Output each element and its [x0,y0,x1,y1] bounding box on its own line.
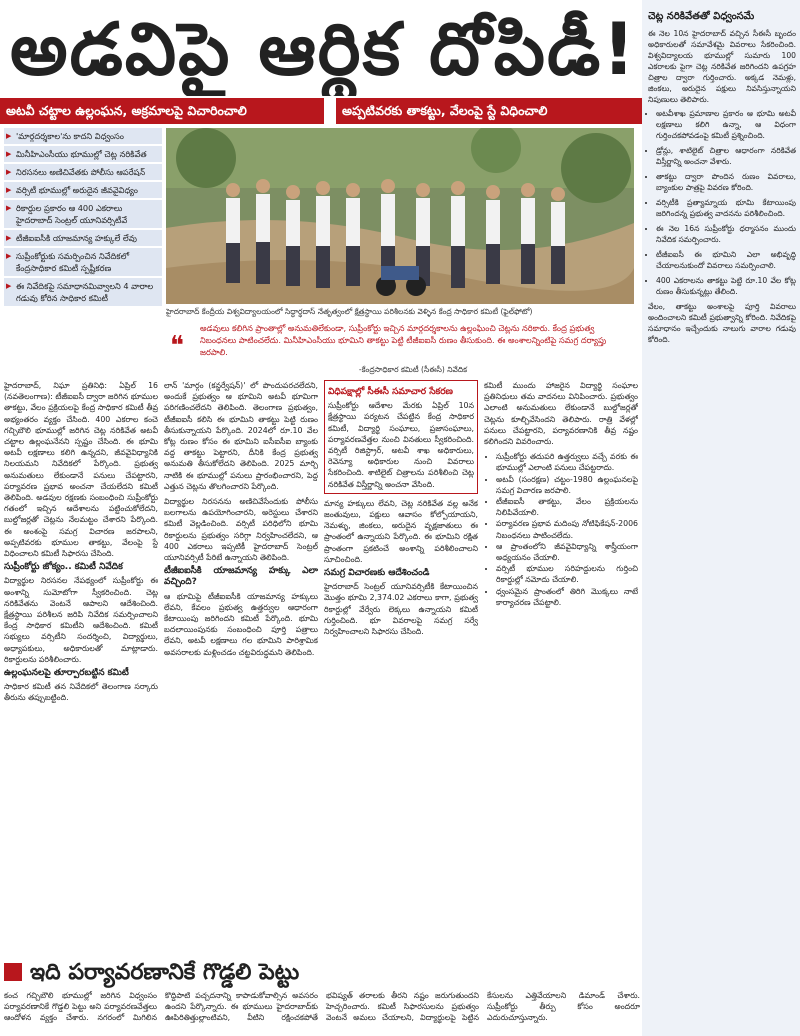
quote-text: అడవులు కలిగిన ప్రాంతాల్లో అనుమతిలేకుండా, సుప్రీంకోర్టు ఇచ్చిన మార్గదర్శకాలను ఉల్లంఘించి చెట్లను నరికారు. కేంద్ర ప్రభుత్వ నిబంధనలు పాటించలేదు. మినీహిఎంసీయు భూమిని తాకట్టు పెట్టి టీజీఐఐసీ రుణం తీసుకుంది. ఈ అంశాలన్నింటిపై సమగ్ర దర్యాప్తు జరపాలి. [200,323,607,357]
sidebar-item: • 400 ఎకరాలను తాకట్టు పెట్టి రూ.10 వేల కోట్ల రుణం తీసుకున్నట్లు తేలింది. [656,275,796,297]
bottom-headline [0,956,360,990]
bottom-headline-text: ఇది పర్యావరణానికే గొడ్డలి పెట్టు [30,960,300,985]
quote-mark-icon: ❝ [170,331,184,361]
paragraph: విద్యార్థుల నిరసనల నేపథ్యంలో సుప్రీంకోర్టు ఈ అంశాన్ని సుమోటోగా స్వీకరించింది. చెట్ల నరికివేతను వెంటనే ఆపాలని ఆదేశించింది. క్షేత్రస్థాయి పరిశీలన జరిపి నివేదిక సమర్పించాలని కేంద్ర సాధికార కమిటీని ఆదేశించింది. కమిటీ సభ్యులు వర్సిటీని సందర్శించి, విద్యార్థులు, అధ్యాపకులు, అధికారులతో మాట్లాడారు. రికార్డులను పరిశీలించారు. [4,576,158,664]
highlight-item: ▶ నిరసనలు అణిచివేతకు పోలీసు ఆపరేషన్ [4,164,162,182]
paragraph: మాన్య హక్కులు లేవని, చెట్ల నరికివేత వల్ల అనేక జంతువులు, పక్షులు ఆవాసం కోల్పోయాయని, నెమళ్ళు, జింకలు, అరుదైన వృక్షజాతులు ఈ ప్రాంతంలో ఉన్నాయని పేర్కొంది. ఈ భూమిని రక్షిత ప్రాంతంగా ప్రకటించే అంశాన్ని పరిశీలించాలని సూచించింది. [324,498,478,564]
highlight-item: ▶ ఈ నివేదికపై సమాధానమివ్వాలని 4 వారాల గడువు కోరిన సాధికార కమిటీ [4,278,162,308]
paragraph: హైదరాబాద్, నిఘా ప్రతినిధి: ఏప్రిల్ 16 (నవతెలంగాణ): టీజీఐఐసీ ద్వారా జరిగిన భూముల తాకట్టు, వేలం ప్రక్రియలపై కేంద్ర సాధికార కమిటీ తీవ్ర అభ్యంతరం వ్యక్తం చేసింది. 400 ఎకరాల కంచె గచ్చిబౌలి భూముల్లో జరిగిన చెట్ల నరికివేత అటవీ చట్టాల ఉల్లంఘనేనని స్పష్టం చేసింది. ఈ భూమి అటవీ లక్షణాలు కలిగి ఉన్నదని, జీవవైవిధ్యానికి నిలయమని నివేదికలో పేర్కొంది. ప్రభుత్వ అనుమతులు లేకుండానే పనులు చేపట్టారని, పర్యావరణ ప్రభావ అంచనా చేయలేదని కమిటీ తెలిపింది. అడవుల రక్షణకు సంబంధించి సుప్రీంకోర్టు గతంలో ఇచ్చిన ఆదేశాలను పట్టించుకోలేదని, బుల్డోజర్లతో చెట్లను నేలమట్టం చేశారని పేర్కొంది. ఈ అంశంపై సమగ్ర విచారణ జరపాలని, అప్పటివరకు భూముల తాకట్టు, వేలంపై స్టే విధించాలని కమిటీ సిఫారసు చేసింది. [4,381,158,559]
recommendation-item: • వర్సిటీ భూముల సరిహద్దులను గుర్తించి రికార్డుల్లో నమోదు చేయాలి. [496,563,638,585]
bottom-article: కంచ గచ్చిబౌలి భూముల్లో జరిగిన విధ్వంసం పర్యావరణానికే గొడ్డలి పెట్టు అని పర్యావరణవేత్తలు ఆందోళన వ్యక్తం చేశారు. నగరంలో మిగిలిన కొద్దిపాటి పచ్చదనాన్ని కాపాడుకోవాల్సిన అవసరం ఉందని పేర్కొన్నారు. ఈ భూములు హైదరాబాద్‌కు ఊపిరితిత్తుల్లాంటివని, వీటిని రక్షించకపోతే భవిష్యత్ తరాలకు తీరని నష్టం జరుగుతుందని హెచ్చరించారు. కమిటీ సిఫారసులను ప్రభుత్వం వెంటనే అమలు చేయాలని, విద్యార్థులపై పెట్టిన కేసులను ఎత్తివేయాలని డిమాండ్ చేశారు. సుప్రీంకోర్టు తీర్పు కోసం అందరూ ఎదురుచూస్తున్నారు. [4,991,640,1022]
subheadline-left: అటవీ చట్టాల ఉల్లంఘన, అక్రమాలపై విచారించాలి [0,98,324,124]
paragraph: హైదరాబాద్ సెంట్రల్ యూనివర్సిటీకి కేటాయించిన మొత్తం భూమి 2,374.02 ఎకరాలు కాగా, ప్రభుత్వ రికార్డుల్లో వేర్వేరు లెక్కలు ఉన్నాయని కమిటీ గుర్తించింది. భూ వివరాలపై సమగ్ర సర్వే నిర్వహించాలని సిఫారసు చేసింది. [324,582,478,637]
sidebar-item: • ఈ నెల 16న సుప్రీంకోర్టు ధర్మాసనం ముందు నివేదిక సమర్పించారు. [656,223,796,245]
sidebar-intro: ఈ నెల 10న హైదరాబాద్ వచ్చిన సీఈసీ బృందం అధికారులతో సమావేశమై వివరాలు సేకరించింది. విశ్వవిద్యాలయ భూముల్లో సుమారు 100 ఎకరాలకు పైగా చెట్ల నరికివేత జరిగిందని ఉపగ్రహ చిత్రాల ద్వారా గుర్తించారు. అక్కడ నెమళ్లు, జింకలు, అరుదైన పక్షులు నివసిస్తున్నాయని నిపుణులు తెలిపారు. [648,29,796,104]
section-heading: సమగ్ర విచారణకు ఆదేశించండి [324,568,430,579]
quote-source: -కేంద్రసాధికార కమిటీ (సీఈసీ) నివేదిక [358,365,468,374]
paragraph: విద్యార్థుల నిరసనను అణిచివేసేందుకు పోలీసు బలగాలను ఉపయోగించారని, అరెస్టులు చేశారని కమిటీ వెల్లడించింది. వర్సిటీ పరిధిలోని భూమి రికార్డులను ప్రభుత్వం సరిగ్గా నిర్వహించలేదని, ఆ 400 ఎకరాలు ఇప్పటికీ హైదరాబాద్ సెంట్రల్ యూనివర్సిటీ పేరిటే ఉన్నాయని తెలిపింది. [164,497,318,563]
highlight-item: ▶ టీజీఐఐసీకి యాజమాన్య హక్కులే లేవు [4,230,162,248]
sidebar-list [642,108,800,297]
highlight-item: ▶ మినీహిఎంసీయు భూముల్లో చెట్ల నరికివేత [4,146,162,164]
sidebar-title: చెట్ల నరికివేతతో విధ్వంసమే [648,11,755,22]
box-text: సుప్రీంకోర్టు ఆదేశాల మేరకు ఏప్రిల్ 10న క్షేత్రస్థాయి పర్యటన చేపట్టిన కేంద్ర సాధికార కమిటీ, విద్యార్థి సంఘాలు, ప్రజాసంఘాలు, పర్యావరణవేత్తల నుంచి వినతులు స్వీకరించింది. వర్సిటీ రిజిస్ట్రార్, అటవీ శాఖ అధికారులు, రెవెన్యూ అధికారుల నుంచి వివరాలు సేకరించింది. శాటిలైట్ చిత్రాలను పరిశీలించి చెట్ల నరికివేత విస్తీర్ణాన్ని అంచనా వేసింది. [328,401,474,489]
highlight-item: ▶ రికార్డుల ప్రకారం ఆ 400 ఎకరాలు హైదరాబాద్ సెంట్రల్ యూనివర్సిటీవే [4,200,162,230]
highlight-item: ▶ 'మార్గదర్శకాల'ను కాదని విధ్వంసం [4,128,162,146]
recommendation-item: • పర్యావరణ ప్రభావ మదింపు నోటిఫికేషన్-2006 నిబంధనలు పాటించలేదు. [496,518,638,540]
paragraph: లాన్ 'మార్గం (కన్జర్వేషన్)' లో పొందుపరచలేదని, అందుకే ప్రభుత్వం ఆ భూమిని అటవీ భూమిగా పరిగణించలేదని తెలిపింది. తెలంగాణ ప్రభుత్వం, టీజీఐఐసీ కలిసి ఈ భూమిని తాకట్టు పెట్టి రుణం తీసుకున్నాయని పేర్కొంది. 2024లో రూ.10 వేల కోట్ల రుణం కోసం ఈ భూమిని ఐసీఐసీఐ బ్యాంకు వద్ద తాకట్టు పెట్టారని, దీనికి కేంద్ర ప్రభుత్వ అనుమతి తీసుకోలేదని తెలిపింది. 2025 మార్చి నాటికి ఈ భూముల్లో పనులు ప్రారంభించారని, పెద్ద ఎత్తున చెట్లను తొలగించారని పేర్కొంది. [164,381,318,491]
recommendations-list [484,451,638,608]
recommendation-item: • అటవీ (సంరక్షణ) చట్టం-1980 ఉల్లంఘనలపై సమగ్ర విచారణ జరపాలి. [496,474,638,496]
article-column-3 [324,380,478,952]
info-box [324,380,478,494]
sidebar-item: • టీజీఐఐసీ ఈ భూమిని ఎలా అభివృద్ధి చేయాలనుకుందో వివరాలు సమర్పించాలి. [656,249,796,271]
highlight-item: ▶ సుప్రీంకోర్టుకు సమర్పించిన నివేదికలో కేంద్రసాధికార కమిటీ స్పష్టీకరణ [4,248,162,278]
article-column-1 [4,380,158,952]
section-heading: సుప్రీంకోర్టు జోక్యం.. కమిటీ నివేదిక [4,562,123,573]
recommendation-item: • సుప్రీంకోర్టు తదుపరి ఉత్తర్వులు వచ్చే వరకు ఈ భూముల్లో ఎలాంటి పనులు చేపట్టరాదు. [496,451,638,473]
section-heading: ఉల్లంఘనలపై తూర్పారబట్టిన కమిటీ [4,668,129,679]
sidebar-outro: వేలం, తాకట్టు అంశాలపై పూర్తి వివరాలు అందించాలని కమిటీ ప్రభుత్వాన్ని కోరింది. నివేదికపై సమాధానం ఇచ్చేందుకు నాలుగు వారాల గడువు కోరింది. [648,302,796,344]
photo-caption: హైదరాబాద్ కేంద్రీయ విశ్వవిద్యాలయంలో సిద్ధార్థదాస్ నేతృత్వంలో క్షేత్రస్థాయి పరిశీలనకు వెళ్ళిన కేంద్ర సాధికార కమిటీ (ఫైల్‌ఫోటో) [166,307,533,316]
paragraph: ఆ భూమిపై టీజీఐఐసీకి యాజమాన్య హక్కులు లేవని, కేవలం ప్రభుత్వ ఉత్తర్వుల ఆధారంగా కేటాయింపు జరిగిందని కమిటీ పేర్కొంది. భూమి బదలాయింపునకు సంబంధించి పూర్తి పత్రాలు లేవని, అటవీ లక్షణాలు గల భూమిని పారిశ్రామిక అవసరాలకు మళ్లించడం చట్టవిరుద్ధమని తెలిపింది. [164,591,318,657]
sidebar-item: • తాకట్టు ద్వారా పొందిన రుణం వివరాలు, బ్యాంకుల పాత్రపై వివరణ కోరింది. [656,171,796,193]
subheadline-right: అప్పటివరకు తాకట్టు, వేలంపై స్టే విధించాలి [336,98,642,124]
sidebar [642,0,800,1036]
highlight-item: ▶ వర్సిటీ భూముల్లో అరుదైన జీవవైవిధ్యం [4,182,162,200]
red-square-icon [4,963,22,981]
article-column-2 [164,380,318,952]
recommendation-item: • టీజీఐఐసీ తాకట్టు, వేలం ప్రక్రియలను నిలిపివేయాలి. [496,496,638,518]
news-photo [166,128,634,304]
sidebar-item: • అటవీశాఖ ప్రమాణాల ప్రకారం ఆ భూమి అటవీ లక్షణాలు కలిగి ఉన్నా, ఆ విధంగా గుర్తించకపోవడంపై కమిటీ ప్రశ్నించింది. [656,108,796,141]
paragraph: కమిటీ ముందు హాజరైన విద్యార్థి సంఘాల ప్రతినిధులు తమ వాదనలు వినిపించారు. ప్రభుత్వం ఎలాంటి అనుమతులు లేకుండానే బుల్డోజర్లతో చెట్లను కూల్చివేసిందని తెలిపారు. రాత్రి వేళల్లో పనులు చేపట్టారని, పర్యావరణానికి తీవ్ర నష్టం కలిగిందని వివరించారు. [484,381,638,447]
recommendation-item: • ఆ ప్రాంతంలోని జీవవైవిధ్యాన్ని శాస్త్రీయంగా అధ్యయనం చేయాలి. [496,541,638,563]
pull-quote [166,322,634,374]
highlights-list [4,128,162,378]
group-walking-photo [166,128,634,304]
box-heading: విధిపక్షాల్లో సీఈసీ సమాచార సేకరణ [328,387,453,397]
headline: అడవిపై ఆర్థిక దోపిడీ! [10,7,638,91]
sidebar-item: • డ్రోన్లు, శాటిలైట్ చిత్రాల ఆధారంగా నరికివేత విస్తీర్ణాన్ని అంచనా వేశారు. [656,145,796,167]
section-heading: టీజీఐఐసీకి యాజమాన్య హక్కు ఎలా వచ్చింది? [164,566,318,588]
article-column-4 [484,380,638,952]
sidebar-item: • వర్సిటీకి ప్రత్యామ్నాయ భూమి కేటాయింపు జరిగిందన్న ప్రభుత్వ వాదనను పరిశీలించింది. [656,197,796,219]
paragraph: సాధికార కమిటీ తన నివేదికలో తెలంగాణ సర్కారు తీరును తప్పుబట్టింది. [4,682,158,703]
recommendation-item: • ధ్వంసమైన ప్రాంతంలో తిరిగి మొక్కలు నాటే కార్యాచరణ చేపట్టాలి. [496,586,638,608]
